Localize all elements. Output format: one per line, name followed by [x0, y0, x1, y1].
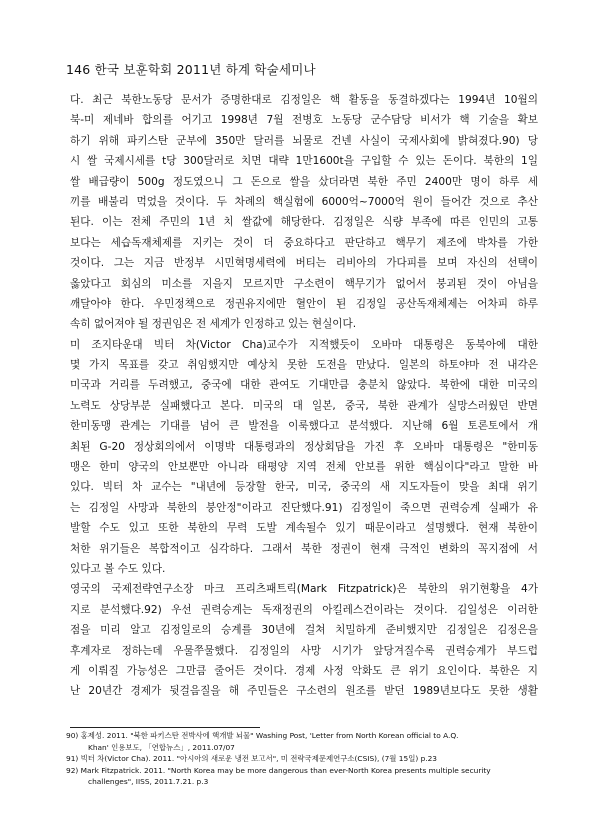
- body-line: 노력도 상당부분 실패했다고 본다. 미국의 대 일본, 중국, 북한 관계가 실망스러웠던 반면: [70, 399, 538, 412]
- body-line: 한미동맹 관계는 기대를 넘어 큰 발전을 이룩했다고 분석했다. 지난해 6월 토론토에서 개: [70, 420, 538, 433]
- page-header: 146 한국 보훈학회 2011년 하계 학술세미나: [66, 62, 316, 77]
- body-line: 보다는 세습독재체제를 지키는 것이 더 중요하다고 판단하고 핵무기 제조에 박차를 가한: [70, 236, 538, 249]
- body-line: 있다고 볼 수도 있다.: [70, 562, 166, 575]
- body-line: 맹은 한미 양국의 안보뿐만 아니라 태평양 지역 전체 안보를 위한 핵심이다"라고 말한 바: [70, 461, 538, 474]
- body-line: 된다. 이는 전체 주민의 1년 치 쌀값에 해당한다. 김정일은 식량 부족에 따른 인민의 고통: [70, 216, 538, 229]
- footnote-90-continued: Khan' 인용보도, 「연합뉴스」, 2011.07/07: [88, 742, 235, 752]
- body-line: 는 김정일 사망과 북한의 붕안정"이라고 진단했다.91) 김정일이 죽으면 권력승계 실패가 유: [70, 501, 538, 514]
- body-line: 것이다. 그는 지금 반정부 시민혁명세력에 버티는 리비아의 가다피를 보며 자신의 선택이: [70, 257, 538, 270]
- body-line: 옳았다고 회심의 미소를 지을지 모르지만 구소련이 핵무기가 없어서 붕괴된 것이 아님을: [70, 277, 538, 290]
- body-line: 후계자로 정하는데 우물쭈물했다. 김정일의 사망 시기가 앞당겨질수록 권력승계가 부드럽: [70, 644, 538, 657]
- body-line: 난 20년간 경제가 뒷걸음질을 해 주민들은 구소련의 원조를 받던 1989년보다도 못한 생활: [70, 685, 538, 698]
- footnotes: [66, 730, 540, 788]
- body-line: 최된 G-20 정상회의에서 이명박 대통령과의 정상회담을 가진 후 오바마 대통령은 "한미동: [70, 440, 538, 453]
- body-line: 미국과 거리를 두려했고, 중국에 대한 관여도 기대만큼 충분치 않았다. 북한에 대한 미국의: [70, 379, 538, 392]
- body-text: [70, 90, 538, 702]
- body-line: 깨달아야 한다. 우민정책으로 정권유지에만 혈안이 된 김정일 공산독재체제는 어차피 하루: [70, 297, 538, 310]
- body-line: 하기 위해 파키스탄 군부에 350만 달러를 뇌물로 건넨 사실이 국제사회에 밝혀졌다.90) 당: [70, 134, 538, 147]
- body-line: 북-미 제네바 합의를 어기고 1998년 7월 전병호 노동당 군수담당 비서가 핵 기술을 확보: [70, 114, 538, 127]
- body-line: 다. 최근 북한노동당 문서가 증명한대로 김정일은 핵 활동을 동결하겠다는 1994년 10월의: [70, 94, 538, 106]
- body-line: 몇 가지 목표를 갖고 취임했지만 예상치 못한 도전을 만났다. 일본의 하토야마 전 내각은: [70, 359, 538, 372]
- footnote-92-continued: challenges", IISS, 2011.7.21. p.3: [88, 777, 209, 787]
- body-line: 영국의 국제전략연구소장 마크 프리츠패트릭(Mark Fitzpatrick)은 북한의 위기현황을 4가: [70, 583, 538, 596]
- body-line: 점을 미리 알고 김정일로의 승계를 30년에 걸쳐 치밀하게 준비했지만 김정일은 김정은을: [70, 624, 538, 637]
- body-line: 처한 위기들은 복합적이고 심각하다. 그래서 북한 정권이 현재 극적인 변화의 꼭지점에 서: [70, 542, 538, 555]
- body-line: 게 이뤄질 가능성은 그만큼 줄어든 것이다. 경제 사정 악화도 큰 위기 요인이다. 북한은 지: [70, 664, 538, 677]
- footnote-90: 90) 홍제성. 2011. "북한 파키스탄 전박사에 핵개발 뇌물" Washing Post, 'Letter from North Korean official to A.Q.: [66, 731, 459, 740]
- body-line: 있다. 빅터 차 교수는 "내년에 등장할 한국, 미국, 중국의 새 지도자들이 맞을 최대 위기: [70, 481, 538, 494]
- body-line: 시 쌀 국제시세를 t당 300달러로 치면 대략 1만1600t을 구입할 수 있는 돈이다. 북한의 1일: [70, 155, 538, 168]
- footnote-divider: [70, 727, 260, 728]
- body-line: 끼를 배불리 먹었을 것이다. 두 차례의 핵실험에 6000억~7000억 원이 들어간 것으로 추산: [70, 195, 538, 208]
- body-line: 지로 분석했다.92) 우선 권력승계는 독재정권의 아킬레스건이라는 것이다. 김일성은 이러한: [70, 603, 538, 616]
- body-line: 발할 수도 있고 또한 북한의 무력 도발 계속될수 있기 때문이라고 설명했다. 현재 북한이: [70, 522, 538, 535]
- body-line: 속히 없어져야 될 정권임은 전 세계가 인정하고 있는 현실이다.: [70, 318, 357, 331]
- body-line: 쌀 배급량이 500g 정도였으니 그 돈으로 쌀을 샀더라면 북한 주민 2400만 명이 하루 세: [70, 175, 538, 188]
- footnote-91: 91) 빅터 차(Victor Cha). 2011. "아시아의 새로운 냉전 보고서", 미 전략국제문제연구소(CSIS), (7월 15일) p.23: [66, 754, 438, 764]
- footnote-92: 92) Mark Fitzpatrick. 2011. "North Korea may be more dangerous than ever-North Korea presents multiple security: [66, 765, 491, 775]
- body-line: 미 조지타운대 빅터 차(Victor Cha)교수가 지적했듯이 오바마 대통령은 동북아에 대한: [70, 338, 538, 351]
